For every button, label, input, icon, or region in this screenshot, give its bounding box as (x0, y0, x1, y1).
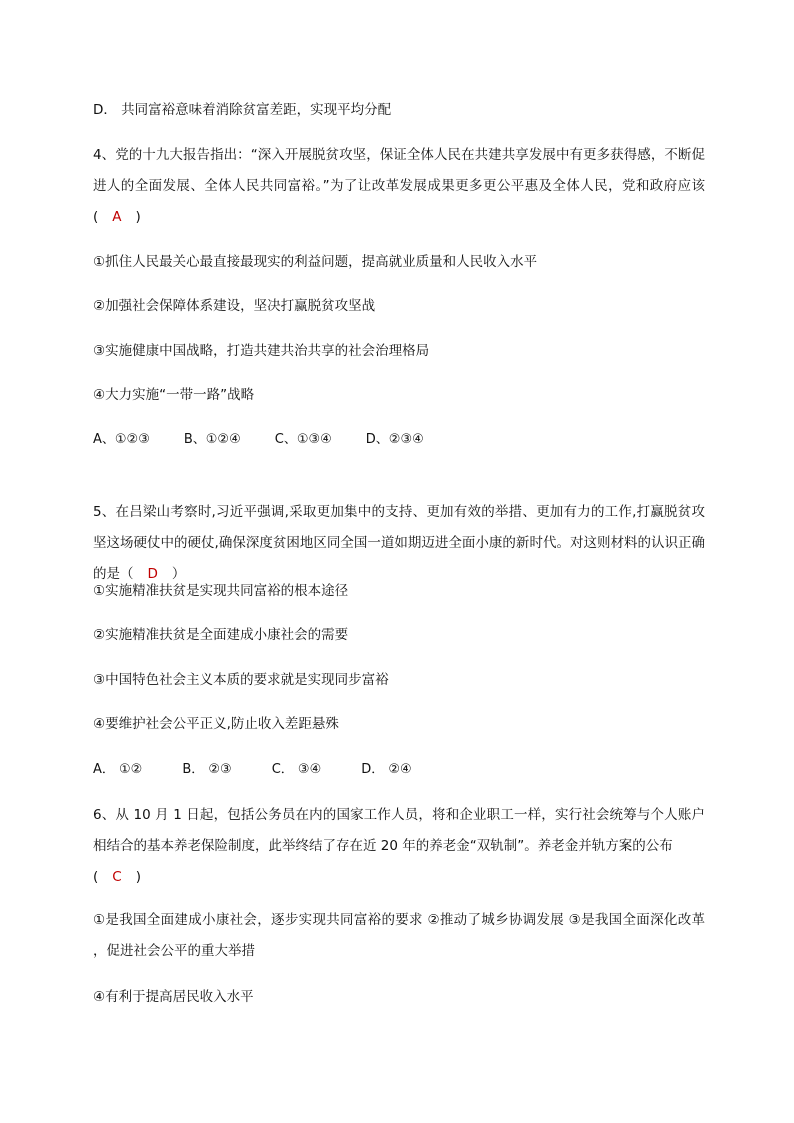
question-5-statement-2: ②实施精准扶贫是全面建成小康社会的需要 (93, 627, 349, 643)
question-5-choice-d: D． ②④ (361, 762, 412, 777)
question-6-close-paren: ) (135, 869, 141, 885)
question-5-text: 5、在吕梁山考察时,习近平强调,采取更加集中的支持、更加有效的举措、更加有力的工作,打赢脱贫攻坚这场硬仗中的硬仗,确保深度贫困地区同全国一道如期迈进全面小康的新时代。对这则材料的认识正确的是（ (93, 504, 705, 582)
question-4-choice-b: B、①②④ (183, 432, 241, 447)
question-4-stem (93, 140, 705, 233)
question-5-answer: D (147, 566, 158, 582)
question-5-choice-c: C． ③④ (271, 762, 322, 777)
question-5-statement-1: ①实施精准扶贫是实现共同富裕的根本途径 (93, 583, 349, 599)
question-6-statement-4: ④有利于提高居民收入水平 (93, 989, 254, 1005)
question-4-choice-a: A、①②③ (93, 432, 150, 447)
question-6-answer: C (112, 869, 122, 885)
question-4-choice-d: D、②③④ (365, 432, 424, 447)
prev-question-option-d: D． 共同富裕意味着消除贫富差距，实现平均分配 (93, 102, 392, 118)
question-4-answer: A (112, 209, 122, 225)
question-4-close-paren: ) (135, 209, 141, 225)
question-4-statement-1: ①抓住人民最关心最直接最现实的利益问题，提高就业质量和人民收入水平 (93, 254, 538, 270)
question-6-statements-1-3: ①是我国全面建成小康社会，逐步实现共同富裕的要求 ②推动了城乡协调发展 ③是我国全面深化改革 ，促进社会公平的重大举措 (93, 912, 705, 959)
question-5-statement-3: ③中国特色社会主义本质的要求就是实现同步富裕 (93, 672, 389, 688)
question-6-answer-line (93, 862, 705, 893)
question-4-statement-4: ④大力实施“一带一路”战略 (93, 387, 255, 403)
question-5-choice-b: B． ②③ (182, 762, 232, 777)
question-5-choice-a: A． ①② (93, 762, 143, 777)
question-4-statement-2: ②加强社会保障体系建设，坚决打赢脱贫攻坚战 (93, 298, 376, 314)
question-4-text: 4、党的十九大报告指出：“深入开展脱贫攻坚，保证全体人民在共建共享发展中有更多获得感，不断促进人的全面发展、全体人民共同富裕。”为了让改革发展成果更多更公平惠及全体人民，党和政府应该( (93, 147, 705, 225)
question-6-open-paren: ( (93, 869, 99, 885)
question-5-choices (93, 754, 705, 785)
question-5-close-paren: ） (171, 566, 186, 582)
question-5-statement-4: ④要维护社会公平正义,防止收入差距悬殊 (93, 716, 339, 732)
question-6-stem: 6、从 10 月 1 日起，包括公务员在内的国家工作人员，将和企业职工一样，实行社会统筹与个人账户相结合的基本养老保险制度，此举终结了存在近 20 年的养老金“双轨制”。养老金并轨方案的公布 (93, 807, 705, 854)
question-4-statement-3: ③实施健康中国战略，打造共建共治共享的社会治理格局 (93, 343, 430, 359)
question-4-choices (93, 424, 705, 455)
question-4-choice-c: C、①③④ (274, 432, 332, 447)
